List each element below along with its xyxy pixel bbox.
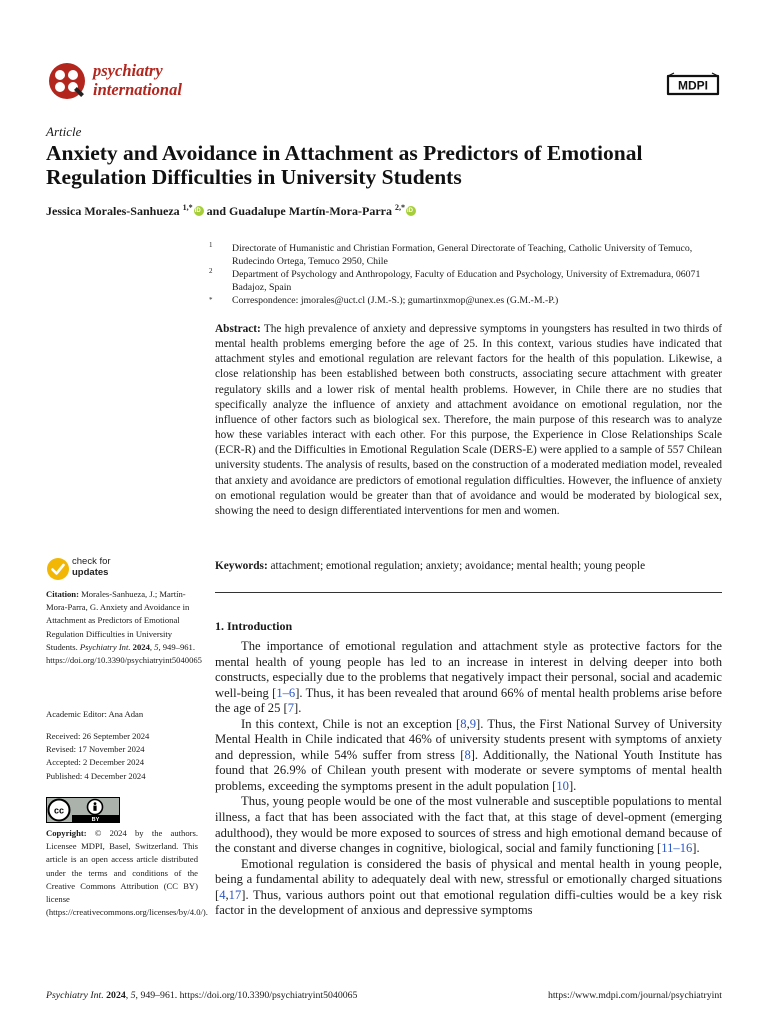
citation-link[interactable]: 8 [464, 747, 471, 762]
keywords [215, 559, 722, 574]
footer-year: 2024 [106, 990, 126, 1001]
journal-name-line1: psychiatry [93, 61, 163, 80]
citation-volume: 5 [154, 641, 159, 652]
footer-volume: 5 [130, 990, 136, 1001]
publisher-logo [664, 72, 722, 98]
citation-link[interactable]: 9 [469, 716, 477, 731]
orcid-icon[interactable] [406, 206, 416, 216]
publisher-label: MDPI [678, 78, 708, 93]
dates-block [46, 730, 201, 783]
affiliation-number: 2 [209, 267, 213, 275]
paragraph [215, 794, 722, 856]
published-date: Published: 4 December 2024 [46, 770, 146, 781]
citation-link[interactable]: 7 [287, 701, 295, 716]
affiliation-number: 1 [209, 241, 213, 249]
keywords-label: Keywords: [215, 560, 268, 572]
citation-pages[interactable]: , 949–961. https://doi.org/10.3390/psychiatryint5040065 [46, 641, 202, 666]
citation-link[interactable]: 10 [556, 778, 569, 793]
section-divider [215, 592, 722, 593]
author-affiliation-marker: 1,* [182, 203, 193, 212]
section-heading-introduction: 1. Introduction [215, 619, 293, 633]
paragraph-text: ]. Additionally, the National Youth Institute has found that 26.9% of Chilean youth present with moderate or severe symptoms of mental health problems, exceeding the symptoms present in the adult population [ [215, 747, 722, 793]
paragraph-text: ]. Thus, various authors point out that emotional regulation diffi-culties would be a key risk factor in the development of anxious and depressive symptoms [215, 887, 722, 918]
paragraph [215, 639, 722, 717]
cc-by-label: BY [91, 817, 100, 823]
footer-doi[interactable]: , 949–961. https://doi.org/10.3390/psychiatryint5040065 [135, 990, 358, 1001]
abstract-text: The high prevalence of anxiety and depressive symptoms in youngsters has resulted in two thirds of mental health problems emerging before the age of 25. In this context, various studies have indicated that attachment styles and emotional regulation are relevant factors for the health of this population. Likewise, a close relationship has been established between both constructs, associating secure attachment with greater regulatory skills and a lower risk of mental health problems. However, in Chile there are no studies that specifically analyze the influence of anxiety and attachment avoidance on emotional regulation, nor the influence of other factors such as biological sex. Therefore, the main purpose of this research was to analyze how these variables interact with each other. For this purpose, the Experience in Close Relationships Scale (ECR-R) and the Difficulties in Emotional Regulation Scale (DERS-E) were applied to a sample of 557 Chilean university students. The analysis of results, based on the construction of a moderated mediation model, revealed that anxiety and avoidance are predictors of emotional regulation difficulties. However, the influence of anxiety on emotional regulation would be greater than that of avoidance and would be moderated by biological sex, showing the need to design differentiated interventions for men and women. [215, 323, 722, 517]
author-name[interactable]: Guadalupe Martín-Mora-Parra [229, 204, 392, 218]
citation-link[interactable]: 1–6 [276, 685, 296, 700]
copyright-label: Copyright: [46, 828, 87, 838]
affiliation-text: Directorate of Humanistic and Christian Formation, General Directorate of Teaching, Catholic University of Temuco, Rudecindo Ortega, Temuco 2950, Chile [232, 243, 693, 267]
correspondence-item [209, 294, 730, 307]
check-for-updates-icon[interactable] [46, 557, 70, 581]
paragraph [215, 717, 722, 795]
paragraph-text: ]. Thus, it has been revealed that around 66% of mental health problems arise before the age of 25 [ [215, 685, 722, 716]
revised-date: Revised: 17 November 2024 [46, 744, 145, 755]
svg-text:cc: cc [53, 805, 65, 816]
footer-journal: Psychiatry Int. [46, 990, 104, 1001]
paragraph-text: ]. [568, 778, 577, 793]
correspondence-text[interactable]: Correspondence: jmorales@uct.cl (J.M.-S.); gumartinxmop@unex.es (G.M.-M.-P.) [232, 295, 559, 306]
check-for-updates-line1: check for [72, 556, 111, 567]
abstract [215, 322, 722, 519]
orcid-icon[interactable] [194, 206, 204, 216]
journal-logo-icon [46, 60, 88, 102]
footer-citation: Psychiatry Int. 2024, 5, 949–961. https://doi.org/10.3390/psychiatryint5040065 [46, 990, 358, 1001]
check-for-updates-button[interactable] [72, 557, 111, 578]
copyright-text: © 2024 by the authors. Licensee MDPI, Basel, Switzerland. This article is an open access article distributed under the terms and conditions of the Creative Commons Attribution (CC BY) license (https://creativecommons.org/licenses/by/4.0/). [46, 828, 208, 918]
author-name[interactable]: Jessica Morales-Sanhueza [46, 204, 180, 218]
accepted-date: Accepted: 2 December 2024 [46, 757, 145, 768]
article-title: Anxiety and Avoidance in Attachment as Predictors of Emotional Regulation Difficulties in University Students [46, 141, 643, 189]
citation-text: Morales-Sanhueza, J.; Martín-Mora-Parra, G. Anxiety and Avoidance in Attachment as Predictors of Emotional Regulation Difficulties in University Students. [46, 589, 190, 652]
citation-journal: Psychiatry Int. [79, 641, 131, 652]
introduction-body [215, 639, 722, 919]
cc-by-license-badge[interactable] [46, 797, 120, 823]
citation-year: 2024 [132, 641, 150, 652]
affiliation-text: Department of Psychology and Anthropology, Faculty of Education and Psychology, University of Extremadura, 06071 Badajoz, Spain [232, 269, 701, 293]
footer-journal-url[interactable]: https://www.mdpi.com/journal/psychiatryint [547, 990, 722, 1001]
affiliation-item [209, 241, 730, 268]
affiliation-item [209, 267, 730, 294]
paragraph-text: The importance of emotional regulation and attachment style as protective factors for the mental health of young people has led to an increase in interest in delving deeper into both constructs, especially due to the problems that negatively impact their personal, social and academic well-being [ [215, 639, 722, 700]
author-conjunction: and [203, 204, 230, 218]
keywords-text: attachment; emotional regulation; anxiety; avoidance; mental health; young people [267, 560, 646, 572]
paragraph-text: , [466, 716, 470, 731]
received-date: Received: 26 September 2024 [46, 731, 150, 741]
paragraph-text: In this context, Chile is not an exception [ [241, 716, 461, 731]
copyright-block [46, 827, 208, 919]
citation-block: Citation: Morales-Sanhueza, J.; Martín-Mora-Parra, G. Anxiety and Avoidance in Attachment as Predictors of Emotional Regulation Difficulties in University Students. Psychiatry Int. 2024, 5, 949–961. https://doi.org/10.3390/psychiatryint5040065 [46, 589, 202, 666]
correspondence-marker: * [209, 296, 213, 304]
citation-link[interactable]: 11–16 [661, 841, 693, 856]
journal-name-line2: international [93, 80, 182, 99]
citation-link[interactable]: 17 [228, 887, 242, 902]
article-type: Article [46, 124, 82, 139]
paragraph-text: ]. [294, 701, 302, 716]
citation-link[interactable]: 8 [460, 716, 467, 731]
academic-editor: Academic Editor: Ana Adan [46, 709, 144, 719]
paragraph-text: Emotional regulation is considered the basis of physical and mental health in young people, being a fundamental ability to adequately deal with new, stressful or emotionally charged situations [ [215, 856, 722, 902]
paragraph-text: ]. [692, 841, 700, 856]
abstract-label: Abstract: [215, 323, 261, 335]
paragraph-text: , [225, 887, 229, 902]
paragraph-text: Thus, young people would be one of the most vulnerable and susceptible populations to mental illness, a fact that has been associated with the fact that, at this stage of devel-opment (emerging adulthood), they would be more exposed to sources of stress and high emotional demand because of the constant and diverse changes in cognitive, biological, social and family functioning [ [215, 794, 722, 856]
paragraph [215, 857, 722, 919]
paragraph-text: ]. Thus, the First National Survey of University Mental Health in Chile indicated that 46% of university students present with symptoms of anxiety and depression, while 54% suffer from stress [ [215, 716, 722, 762]
citation-label: Citation: [46, 589, 79, 599]
journal-name [93, 61, 182, 99]
citation-link[interactable]: 4 [219, 887, 226, 902]
check-for-updates-line2: updates [72, 566, 109, 578]
author-list [46, 203, 416, 219]
author-affiliation-marker: 2,* [395, 203, 405, 212]
